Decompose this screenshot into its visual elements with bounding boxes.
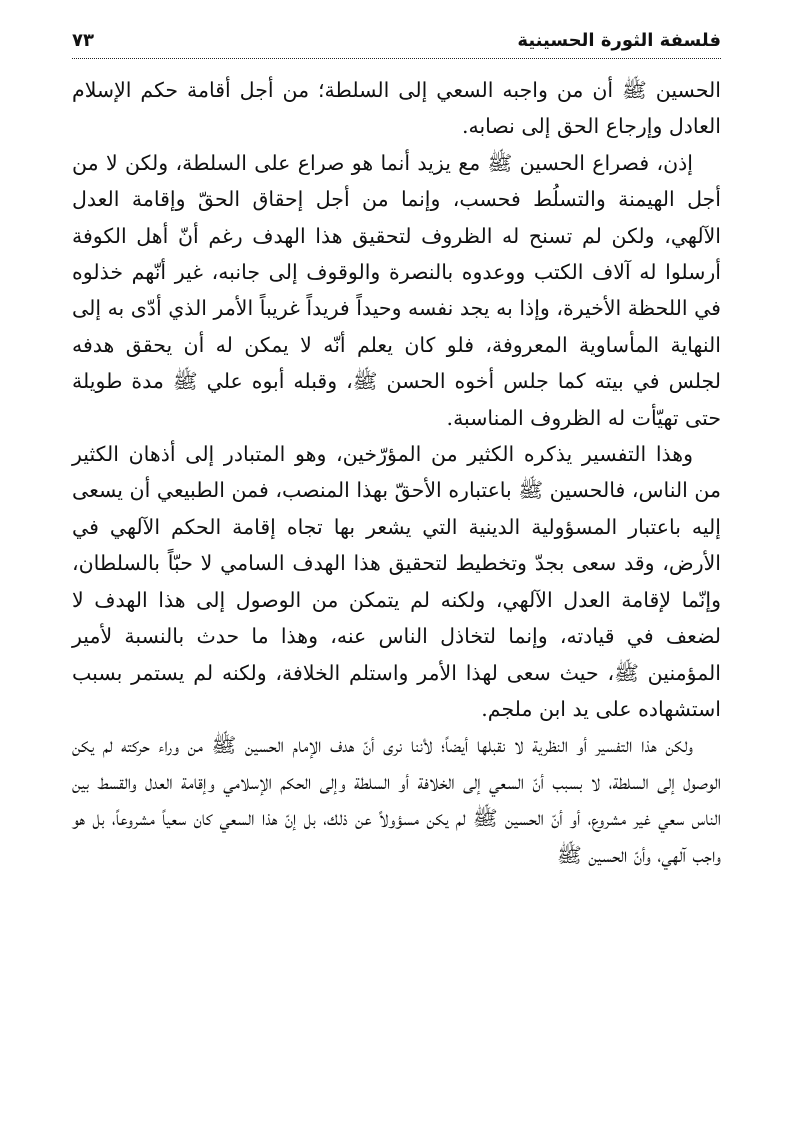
running-title: فلسفة الثورة الحسينية [517,30,721,51]
page-number: ٧٣ [72,30,94,51]
paragraph: ولكن هذا التفسير أو النظرية لا نقبلها أيضاً؛ لأننا نرى أنّ هدف الإمام الحسين ﷺ من وراء حركته لم يكن الوصول إلى السلطة، لا بسبب أنّ السعي إلى الخلافة أو السلطة وإلى الحكم الإسلامي وإقامة العدل والقسط بين الناس سعي غير مشروع، أو أنّ الحسين ﷺ لم يكن مسؤولاً عن ذلك، بل إنّ هذا السعي كان سعياً مشروعاً، بل هو واجب آلهي، وأنّ الحسين ﷺ [72,733,721,867]
page-header [72,22,721,59]
page-body [72,72,721,873]
paragraph: إذن، فصراع الحسين ﷺ مع يزيد أنما هو صراع على السلطة، ولكن لا من أجل الهيمنة والتسلُط فحسب، وإنما من أجل إحقاق الحقّ وإقامة العدل الآلهي، ولكن لم تسنح له الظروف لتحقيق هذا الهدف رغم أنّ أهل الكوفة أرسلوا له آلاف الكتب ووعدوه بالنصرة والوقوف إلى جانبه، غير أنّهم خذلوه في اللحظة الأخيرة، وإذا به يجد نفسه وحيداً فريداً غريباً الأمر الذي أدّى به إلى النهاية المأساوية المعروفة، فلو كان يعلم أنّه لا يمكن له أن يحقق هدفه لجلس في بيته كما جلس أخوه الحسن ﷺ، وقبله أبوه علي ﷺ مدة طويلة حتى تهيّأت له الظروف المناسبة. [72,150,721,430]
paragraph-continuation: الحسين ﷺ أن من واجبه السعي إلى السلطة؛ من أجل أقامة حكم الإسلام العادل وإرجاع الحق إلى نصابه. [72,78,721,139]
paragraph: وهذا التفسير يذكره الكثير من المؤرّخين، وهو المتبادر إلى أذهان الكثير من الناس، فالحسين ﷺ باعتباره الأحقّ بهذا المنصب، فمن الطبيعي أن يسعى إليه باعتبار المسؤولية الدينية التي يشعر بها تجاه إقامة الحكم الآلهي في الأرض، وقد سعى بجدّ وتخطيط لتحقيق هذا الهدف السامي لا حبّاً بالسلطان، وإنّما لإقامة العدل الآلهي، ولكنه لم يتمكن من الوصول إلى هذا الهدف لا لضعف في قيادته، وإنما لتخاذل الناس عنه، وهذا ما حدث بالنسبة لأمير المؤمنين ﷺ، حيث سعى لهذا الأمر واستلم الخلافة، ولكنه لم يستمر بسبب استشهاده على يد ابن ملجم. [72,442,721,721]
